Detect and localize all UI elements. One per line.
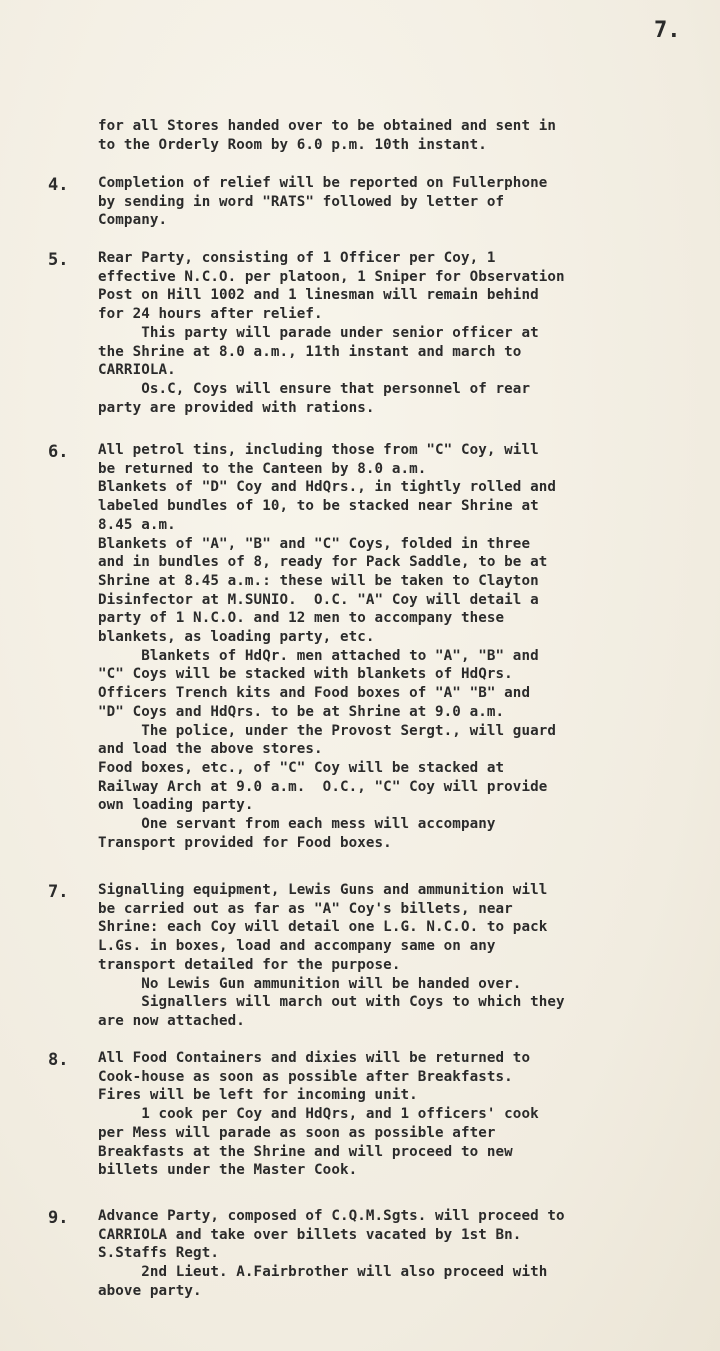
text-line: Signalling equipment, Lewis Guns and ammunition will	[98, 882, 548, 898]
text-line: and load the above stores.	[98, 741, 323, 758]
page-number: 7.	[654, 18, 681, 43]
text-line: Fires will be left for incoming unit.	[98, 1087, 418, 1104]
text-line: Rear Party, consisting of 1 Officer per Coy, 1	[98, 250, 496, 266]
text-line: Breakfasts at the Shrine and will proceed to new	[98, 1143, 513, 1160]
text-line: party are provided with rations.	[98, 399, 375, 416]
text-line: Signallers will march out with Coys to which they	[98, 994, 565, 1011]
text-line: and in bundles of 8, ready for Pack Saddle, to be at	[98, 554, 548, 571]
text-line: Transport provided for Food boxes.	[98, 834, 392, 851]
text-line: billets under the Master Cook.	[98, 1162, 358, 1179]
text-line: Cook-house as soon as possible after Breakfasts.	[98, 1068, 513, 1085]
text-line: be carried out as far as "A" Coy's billets, near	[98, 900, 513, 917]
text-line: per Mess will parade as soon as possible after	[98, 1124, 496, 1141]
text-line: transport detailed for the purpose.	[98, 956, 401, 973]
text-line: CARRIOLA.	[98, 362, 176, 379]
text-line: S.Staffs Regt.	[98, 1245, 219, 1262]
text-line: for all Stores handed over to be obtained and sent in	[98, 118, 557, 134]
paragraph-number: 6.	[48, 442, 69, 462]
text-line: 8.45 a.m.	[98, 516, 176, 533]
text-line: "C" Coys will be stacked with blankets of HdQrs.	[98, 666, 513, 683]
text-line: blankets, as loading party, etc.	[98, 629, 375, 645]
text-line: Blankets of "D" Coy and HdQrs., in tightly rolled and	[98, 479, 557, 496]
text-line: Company.	[98, 212, 168, 229]
text-line: One servant from each mess will accompany	[98, 816, 496, 832]
text-line: effective N.C.O. per platoon, 1 Sniper for Observation	[98, 268, 565, 285]
text-line: Completion of relief will be reported on Fullerphone	[98, 175, 548, 191]
text-line: are now attached.	[98, 1012, 245, 1029]
text-line: All Food Containers and dixies will be returned to	[98, 1050, 531, 1066]
paragraph-number: 5.	[48, 250, 69, 270]
text-line: to the Orderly Room by 6.0 p.m. 10th instant.	[98, 136, 487, 153]
text-line: Os.C, Coys will ensure that personnel of rear	[98, 380, 531, 397]
text-line: be returned to the Canteen by 8.0 a.m.	[98, 460, 427, 477]
text-line: above party.	[98, 1282, 202, 1299]
text-line: Advance Party, composed of C.Q.M.Sgts. will proceed to	[98, 1208, 565, 1224]
text-line: the Shrine at 8.0 a.m., 11th instant and march to	[98, 343, 522, 360]
paragraph-number: 4.	[48, 175, 69, 195]
paragraph-number: 7.	[48, 882, 69, 902]
text-line: L.Gs. in boxes, load and accompany same on any	[98, 938, 496, 955]
text-line: Shrine: each Coy will detail one L.G. N.C.O. to pack	[98, 919, 548, 936]
text-line: No Lewis Gun ammunition will be handed over.	[98, 975, 522, 992]
text-line: for 24 hours after relief.	[98, 306, 323, 323]
text-line: Blankets of HdQr. men attached to "A", "B" and	[98, 647, 539, 664]
text-line: Post on Hill 1002 and 1 linesman will remain behind	[98, 287, 539, 304]
text-line: party of 1 N.C.O. and 12 men to accompany these	[98, 610, 505, 627]
text-line: This party will parade under senior officer at	[98, 324, 539, 341]
text-line: by sending in word "RATS" followed by letter of	[98, 193, 505, 210]
text-line: Officers Trench kits and Food boxes of "A" "B" and	[98, 685, 531, 702]
text-line: "D" Coys and HdQrs. to be at Shrine at 9.0 a.m.	[98, 703, 505, 720]
text-line: The police, under the Provost Sergt., will guard	[98, 722, 557, 739]
text-line: Railway Arch at 9.0 a.m. O.C., "C" Coy will provide	[98, 778, 548, 795]
text-line: Food boxes, etc., of "C" Coy will be stacked at	[98, 759, 505, 776]
text-line: Shrine at 8.45 a.m.: these will be taken to Clayton	[98, 572, 539, 589]
paragraph-number: 8.	[48, 1050, 69, 1070]
text-line: 1 cook per Coy and HdQrs, and 1 officers' cook	[98, 1106, 539, 1123]
text-line: 2nd Lieut. A.Fairbrother will also proceed with	[98, 1264, 548, 1281]
text-line: Blankets of "A", "B" and "C" Coys, folded in three	[98, 535, 531, 552]
paragraph-number: 9.	[48, 1208, 69, 1228]
text-line: All petrol tins, including those from "C" Coy, will	[98, 442, 539, 458]
text-line: Disinfector at M.SUNIO. O.C. "A" Coy will detail a	[98, 591, 539, 608]
text-line: CARRIOLA and take over billets vacated by 1st Bn.	[98, 1226, 522, 1243]
text-line: labeled bundles of 10, to be stacked near Shrine at	[98, 498, 539, 515]
text-line: own loading party.	[98, 797, 254, 814]
